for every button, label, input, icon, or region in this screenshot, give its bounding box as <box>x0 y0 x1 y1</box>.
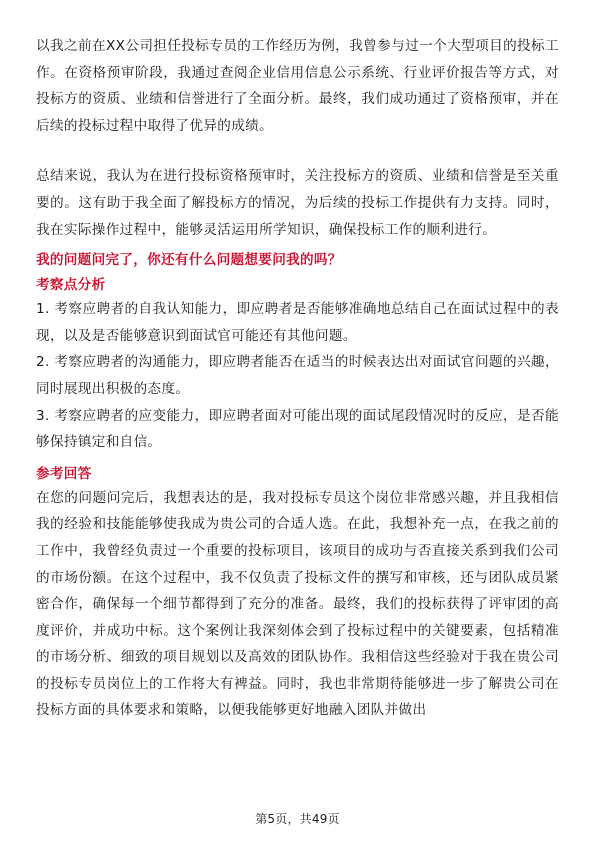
interview-question: 我的问题问完了，你还有什么问题想要问我的吗？ <box>36 252 342 269</box>
analysis-heading: 考察点分析 <box>36 277 106 294</box>
intro-paragraph-1: 以我之前在XX公司担任投标专员的工作经历为例，我曾参与过一个大型项目的投标工作。在资格预审阶段，我通过查阅企业信用信息公示系统、行业评价报告等方式，对投标方的资质、业绩和信誉进行了全面分析。最终，我们成功通过了资格预审，并在后续的投标过程中取得了优异的成绩。 <box>36 38 559 134</box>
page-number-footer: 第5页，共49页 <box>255 812 340 826</box>
intro-paragraph-2: 总结来说，我认为在进行投标资格预审时，关注投标方的资质、业绩和信誉是至关重要的。这有助于我全面了解投标方的情况，为后续的投标工作提供有力支持。同时，我在实际操作过程中，能够灵活运用所学知识，确保投标工作的顺利进行。 <box>36 168 559 238</box>
answer-paragraph: 在您的问题问完后，我想表达的是，我对投标专员这个岗位非常感兴趣，并且我相信我的经验和技能能够使我成为贵公司的合适人选。在此，我想补充一点，在我之前的工作中，我曾经负责过一个重要的投标项目，该项目的成功与否直接关系到我们公司的市场份额。在这个过程中，我不仅负责了投标文件的撰写和审核，还与团队成员紧密合作，确保每一个细节都得到了充分的准备。最终，我们的投标获得了评审团的高度评价，并成功中标。这个案例让我深刻体会到了投标过程中的关键要素，包括精准的市场分析、细致的项目规划以及高效的团队协作。我相信这些经验对于我在贵公司的投标专员岗位上的工作将大有裨益。同时，我也非常期待能够进一步了解贵公司在投标方面的具体要求和策略，以便我能够更好地融入团队并做出 <box>36 489 559 719</box>
answer-heading: 参考回答 <box>36 465 92 482</box>
analysis-item-3: 3. 考察应聘者的应变能力，即应聘者面对可能出现的面试尾段情况时的反应，是否能够保持镇定和自信。 <box>36 407 559 451</box>
analysis-item-1: 1. 考察应聘者的自我认知能力，即应聘者是否能够准确地总结自己在面试过程中的表现，以及是否能够意识到面试官可能还有其他问题。 <box>36 301 559 344</box>
page-content <box>36 33 559 724</box>
analysis-item-2: 2. 考察应聘者的沟通能力，即应聘者能否在适当的时候表达出对面试官问题的兴趣，同时展现出积极的态度。 <box>36 354 559 397</box>
